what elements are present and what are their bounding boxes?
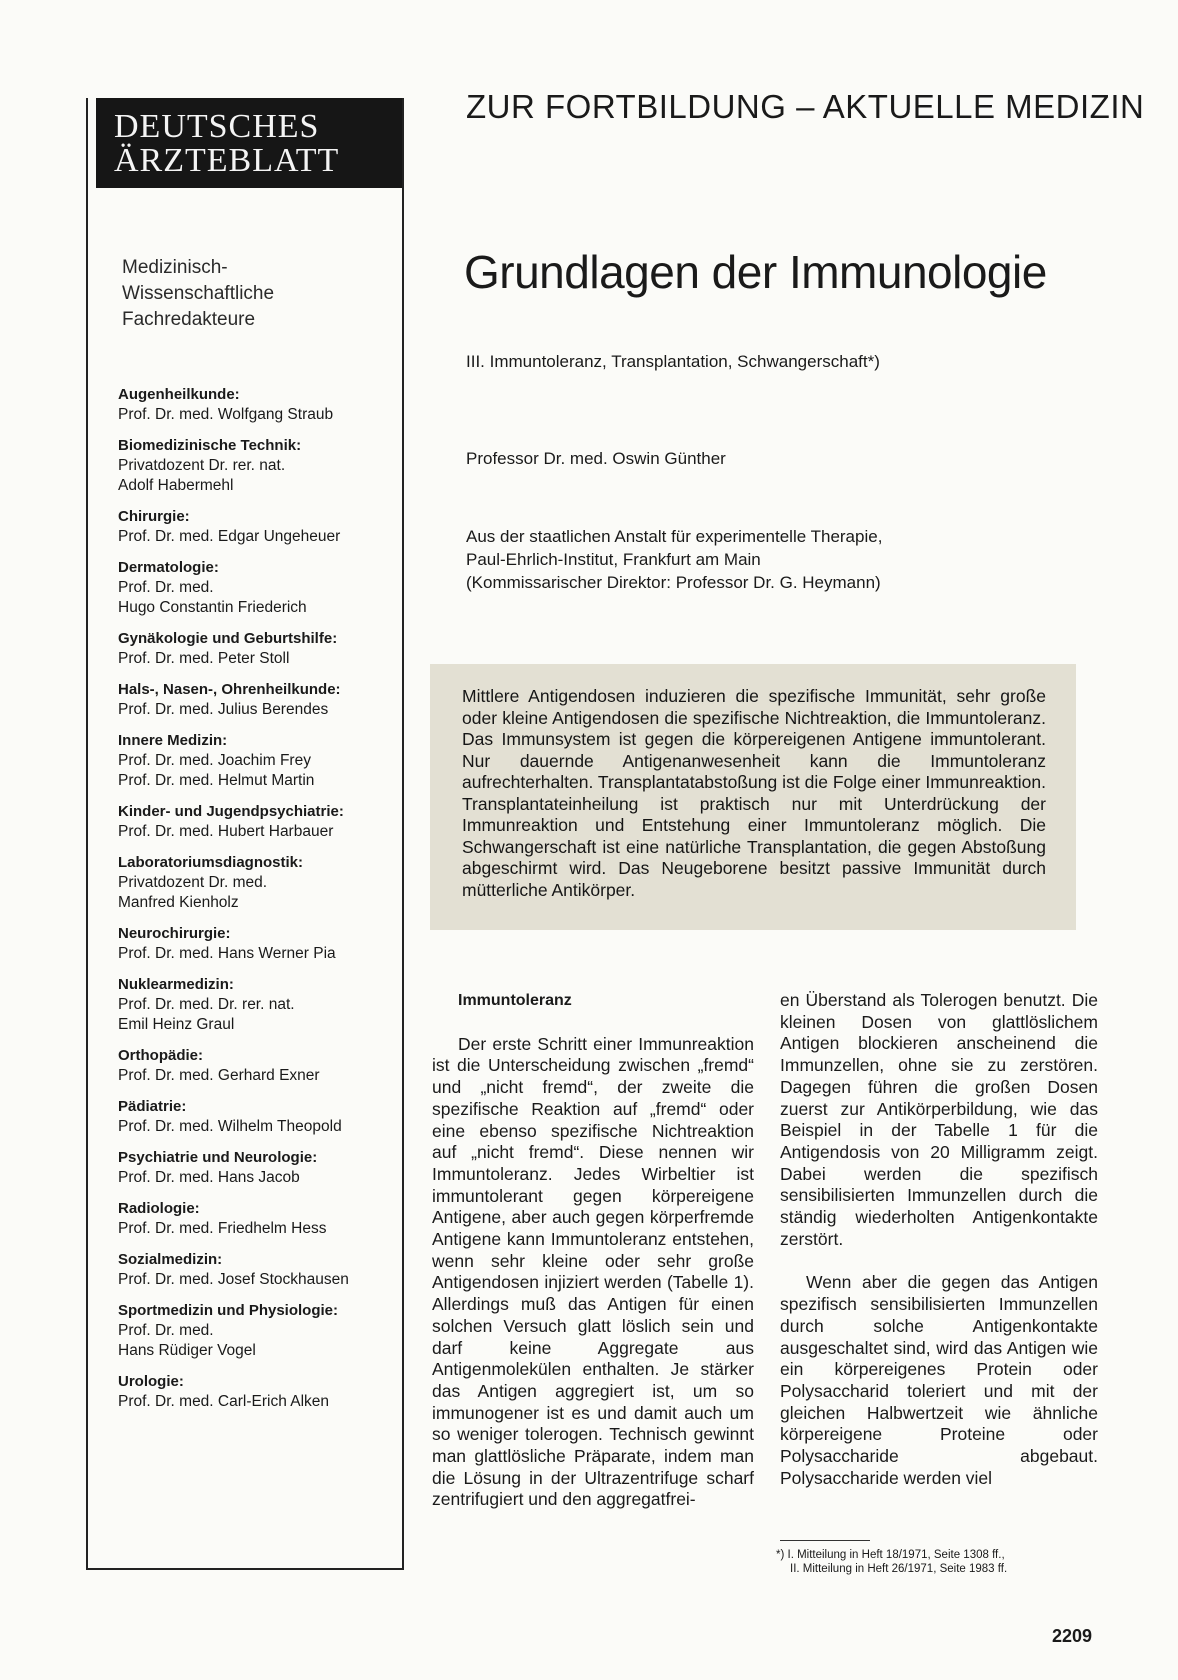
editor-entry: [118, 853, 398, 913]
article-subtitle: III. Immuntoleranz, Transplantation, Schwangerschaft*): [466, 352, 880, 371]
editor-name: Prof. Dr. med. Wilhelm Theopold: [118, 1118, 342, 1135]
journal-masthead: [96, 98, 402, 188]
editor-specialty: Radiologie:: [118, 1200, 200, 1217]
editor-entry: [118, 1148, 398, 1188]
editor-entry: [118, 436, 398, 496]
editor-list: [118, 385, 398, 1423]
editor-entry: [118, 558, 398, 618]
editor-entry: [118, 629, 398, 669]
masthead-line-2: ÄRZTEBLATT: [114, 142, 340, 179]
editor-entry: [118, 802, 398, 842]
panel-title-line: Medizinisch-: [122, 257, 228, 278]
section-header: ZUR FORTBILDUNG – AKTUELLE MEDIZIN: [466, 88, 1145, 125]
editor-specialty: Laboratoriumsdiagnostik:: [118, 854, 304, 871]
editor-name: Prof. Dr. med. Josef Stockhausen: [118, 1271, 349, 1288]
page-number: 2209: [1052, 1626, 1093, 1646]
body-paragraph: Der erste Schritt einer Immunreaktion ist die Unterscheidung zwischen „fremd“ und „nicht fremd“, der zweite die spezifische Reaktion auf „fremd“ oder eine ebenso spezifische Nichtreaktion auf „nicht fremd“. Diese nennen wir Immuntoleranz. Jedes Wirbeltier ist immuntolerant gegen körpereigene Antigene, aber auch gegen körperfremde Antigene kann Immuntoleranz entstehen, wenn sehr kleine oder sehr große Antigendosen injiziert werden (Tabelle 1). Allerdings muß das Antigen für einen solchen Versuch glatt löslich sein und darf keine Aggregate aus Antigenmolekülen enthalten. Je stärker das Antigen aggregiert ist, um so immunogener ist es und damit auch um so weniger tolerogen. Technisch gewinnt man glattlösliche Präparate, indem man die Lösung in der Ultrazentrifuge scharf zentrifugiert und den aggregatfrei-: [432, 1033, 754, 1510]
editor-name: Prof. Dr. med. Peter Stoll: [118, 650, 290, 667]
editor-name: Prof. Dr. med. Friedhelm Hess: [118, 1220, 327, 1237]
editor-name: Prof. Dr. med. Gerhard Exner: [118, 1067, 320, 1084]
footnote-line: *) I. Mitteilung in Heft 18/1971, Seite 1308 ff.,: [776, 1549, 1005, 1561]
editor-specialty: Orthopädie:: [118, 1047, 203, 1064]
editor-entry: [118, 1097, 398, 1137]
editor-specialty: Sozialmedizin:: [118, 1251, 223, 1268]
editor-specialty: Gynäkologie und Geburtshilfe:: [118, 630, 338, 647]
article-title: Grundlagen der Immunologie: [464, 246, 1047, 298]
editor-specialty: Pädiatrie:: [118, 1098, 187, 1115]
abstract-text: Mittlere Antigendosen induzieren die spezifische Immunität, sehr große oder kleine Antigendosen die spezifische Nichtreaktion, die Immuntoleranz. Das Immunsystem ist gegen die körpereigenen Antigene immuntolerant. Nur dauernde Antigenanwesenheit kann die Immuntoleranz aufrechterhalten. Transplantatabstoßung ist die Folge einer Immunreaktion. Transplantateinheilung ist praktisch nur mit Unterdrückung der Immunreaktion und Entstehung einer Immuntoleranz möglich. Die Schwangerschaft ist eine natürliche Transplantation, die gegen Abstoßung abgeschirmt wird. Das Neugeborene besitzt passive Immunität durch mütterliche Antikörper.: [462, 686, 1046, 900]
editor-name: Prof. Dr. med. Hans Jacob: [118, 1169, 300, 1186]
editor-entry: [118, 1372, 398, 1412]
panel-title-line: Fachredakteure: [122, 309, 256, 330]
editor-specialty: Innere Medizin:: [118, 732, 228, 749]
body-column-left: [432, 990, 754, 1511]
body-paragraph: en Überstand als Tolerogen benutzt. Die kleinen Dosen von glattlöslichem Antigen blockieren anscheinend die Immunzellen, ohne sie zu zerstören. Dagegen führen die großen Dosen zuerst zur Antikörperbildung, wie das Beispiel in der Tabelle 1 für die Antigendosis von 20 Milligramm zeigt. Dabei werden die spezifisch sensibilisierten Immunzellen durch die ständig wiederholten Antigenkontakte zerstört.: [780, 990, 1098, 1249]
body-paragraph: Wenn aber die gegen das Antigen spezifisch sensibilisierten Immunzellen durch solche Antigenkontakte ausgeschaltet sind, wird das Antigen wie ein körpereigenes Protein oder Polysaccharid toleriert und mit der gleichen Halbwertzeit wie ähnliche körpereigene Proteine oder Polysaccharide abgebaut. Polysaccharide werden viel: [780, 1272, 1098, 1488]
editor-name: Prof. Dr. med. Julius Berendes: [118, 701, 329, 718]
editor-name: Prof. Dr. med. Edgar Ungeheuer: [118, 528, 341, 545]
affiliation-line: Paul-Ehrlich-Institut, Frankfurt am Main: [466, 550, 761, 569]
editor-name: Hugo Constantin Friederich: [118, 599, 307, 616]
masthead-line-1: DEUTSCHES: [114, 108, 320, 145]
abstract-box: [430, 664, 1076, 930]
editor-specialty: Augenheilkunde:: [118, 386, 240, 403]
article-affiliation: [466, 525, 882, 594]
editor-entry: [118, 1301, 398, 1361]
footnote-line: II. Mitteilung in Heft 26/1971, Seite 1983 ff.: [790, 1563, 1008, 1575]
editor-name: Prof. Dr. med. Wolfgang Straub: [118, 406, 334, 423]
affiliation-line: Aus der staatlichen Anstalt für experimentelle Therapie,: [466, 527, 883, 546]
editor-name: Adolf Habermehl: [118, 477, 234, 494]
body-column-right: [780, 990, 1098, 1489]
editor-entry: [118, 1250, 398, 1290]
footnote: [776, 1548, 1106, 1576]
editor-name: Prof. Dr. med. Dr. rer. nat.: [118, 996, 295, 1013]
editor-specialty: Dermatologie:: [118, 559, 219, 576]
editor-specialty: Sportmedizin und Physiologie:: [118, 1302, 339, 1319]
editor-panel-title: [122, 255, 382, 333]
editor-name: Prof. Dr. med.: [118, 1322, 214, 1339]
editor-name: Prof. Dr. med. Helmut Martin: [118, 772, 315, 789]
editor-name: Prof. Dr. med. Hubert Harbauer: [118, 823, 334, 840]
editor-entry: [118, 924, 398, 964]
editor-specialty: Kinder- und Jugendpsychiatrie:: [118, 803, 344, 820]
editor-entry: [118, 975, 398, 1035]
editor-specialty: Hals-, Nasen-, Ohrenheilkunde:: [118, 681, 341, 698]
editor-name: Prof. Dr. med. Joachim Frey: [118, 752, 311, 769]
editor-entry: [118, 507, 398, 547]
affiliation-line: (Kommissarischer Direktor: Professor Dr. G. Heymann): [466, 573, 881, 592]
editor-name: Prof. Dr. med. Hans Werner Pia: [118, 945, 336, 962]
editor-specialty: Chirurgie:: [118, 508, 190, 525]
editor-entry: [118, 680, 398, 720]
editor-specialty: Nuklearmedizin:: [118, 976, 234, 993]
editor-name: Privatdozent Dr. rer. nat.: [118, 457, 286, 474]
editor-specialty: Neurochirurgie:: [118, 925, 231, 942]
editor-specialty: Psychiatrie und Neurologie:: [118, 1149, 318, 1166]
article-author: Professor Dr. med. Oswin Günther: [466, 449, 726, 468]
editor-entry: [118, 731, 398, 791]
editor-name: Prof. Dr. med. Carl-Erich Alken: [118, 1393, 330, 1410]
editor-name: Manfred Kienholz: [118, 894, 239, 911]
editor-specialty: Biomedizinische Technik:: [118, 437, 302, 454]
editor-name: Hans Rüdiger Vogel: [118, 1342, 256, 1359]
panel-title-line: Wissenschaftliche: [122, 283, 275, 304]
editor-name: Prof. Dr. med.: [118, 579, 214, 596]
section-heading: Immuntoleranz: [458, 992, 572, 1009]
editor-name: Emil Heinz Graul: [118, 1016, 235, 1033]
editor-entry: [118, 385, 398, 425]
editor-entry: [118, 1199, 398, 1239]
editor-specialty: Urologie:: [118, 1373, 184, 1390]
editor-name: Privatdozent Dr. med.: [118, 874, 268, 891]
editor-entry: [118, 1046, 398, 1086]
footnote-divider: [780, 1540, 870, 1541]
